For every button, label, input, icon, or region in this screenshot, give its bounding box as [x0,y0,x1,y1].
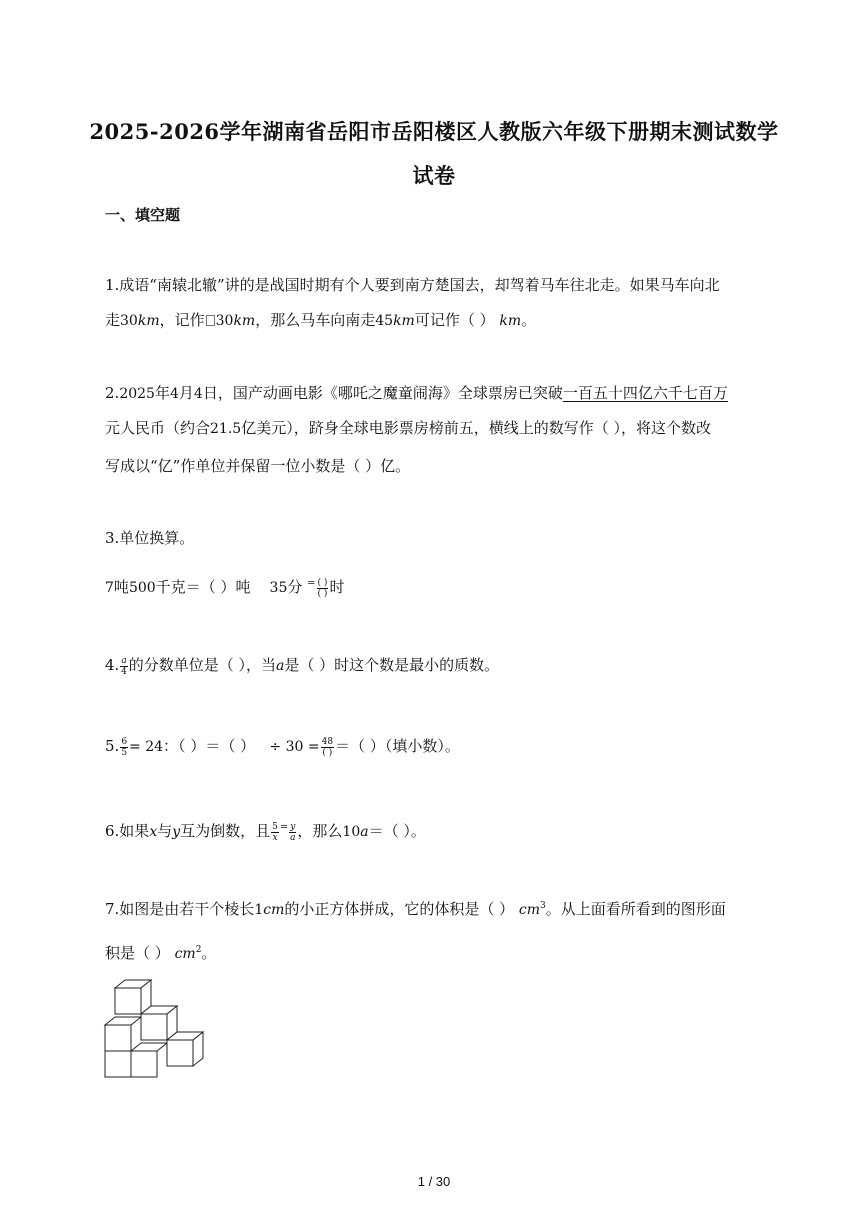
document-title: 2025-2026学年湖南省岳阳市岳阳楼区人教版六年级下册期末测试数学 [89,119,779,144]
cube [131,1043,167,1077]
cube-stack-figure [100,975,212,1087]
question-6: 6.如果x与y互为倒数，且 $\frac{5}{x}$ = $\frac{y}{a}$ ，那么10a＝（ ）。 [105,821,426,843]
question-7-line1: 7.如图是由若干个棱长1cm的小正方体拼成，它的体积是（ ） $cm^3$。从上面看所看到的图形面 [105,900,726,918]
cube [167,1032,203,1066]
underlined-number-text: 一百五十四亿六千七百万 [562,384,728,402]
fraction: $\frac{6}{5}$ [121,736,128,758]
page-number: 1 / 30 [417,1174,451,1189]
question-2-line2: 元人民币（约合21.5亿美元），跻身全球电影票房榜前五，横线上的数写作（ ），将这个数改 [105,419,711,437]
cube [115,980,151,1014]
question-3-line: 7吨500千克＝（ ）吨 35分 = $\frac{( )}{( )}$ 时 [105,577,345,599]
cube [141,1006,177,1040]
fraction: $\frac{48}{( )}$ [321,736,334,758]
fraction: $\frac{a}{4}$ [121,655,127,677]
question-2-line1: 2.2025年4月4日，国产动画电影《哪吒之魔童闹海》全球票房已突破一百五十四亿六千七百万 [105,384,728,402]
fraction: $\frac{5}{x}$ [272,821,278,843]
cube [105,1017,141,1051]
fraction: $\frac{y}{a}$ [290,821,296,843]
question-4: 4. $\frac{a}{4}$ 的分数单位是（ ），当a是（ ）时这个数是最小的质数。 [105,655,500,677]
question-7-line2: 积是（ ） $cm^2$。 [105,944,217,962]
question-3-title: 3.单位换算。 [105,529,195,547]
cube [105,1051,131,1077]
fraction: $\frac{( )}{( )}$ [317,577,328,599]
document-title-line2: 试卷 [412,163,456,188]
question-2-line3: 写成以“亿”作单位并保留一位小数是（ ）亿。 [105,457,411,475]
section-heading: 一、填空题 [105,206,181,224]
question-1-line1: 1.成语“南辕北辙”讲的是战国时期有个人要到南方楚国去，却驾着马车往北走。如果马车向北 [105,276,720,294]
question-1-line2: 走30km，记作 30km，那么马车向南走45km可记作（ ） km。 [105,311,537,329]
question-5: 5. $\frac{6}{5}$ = 24：（ ）＝（ ） ÷ 30 = $\frac{48}{( )}$ ＝（ ）（填小数）。 [105,736,460,758]
missing-glyph-box [206,315,215,326]
